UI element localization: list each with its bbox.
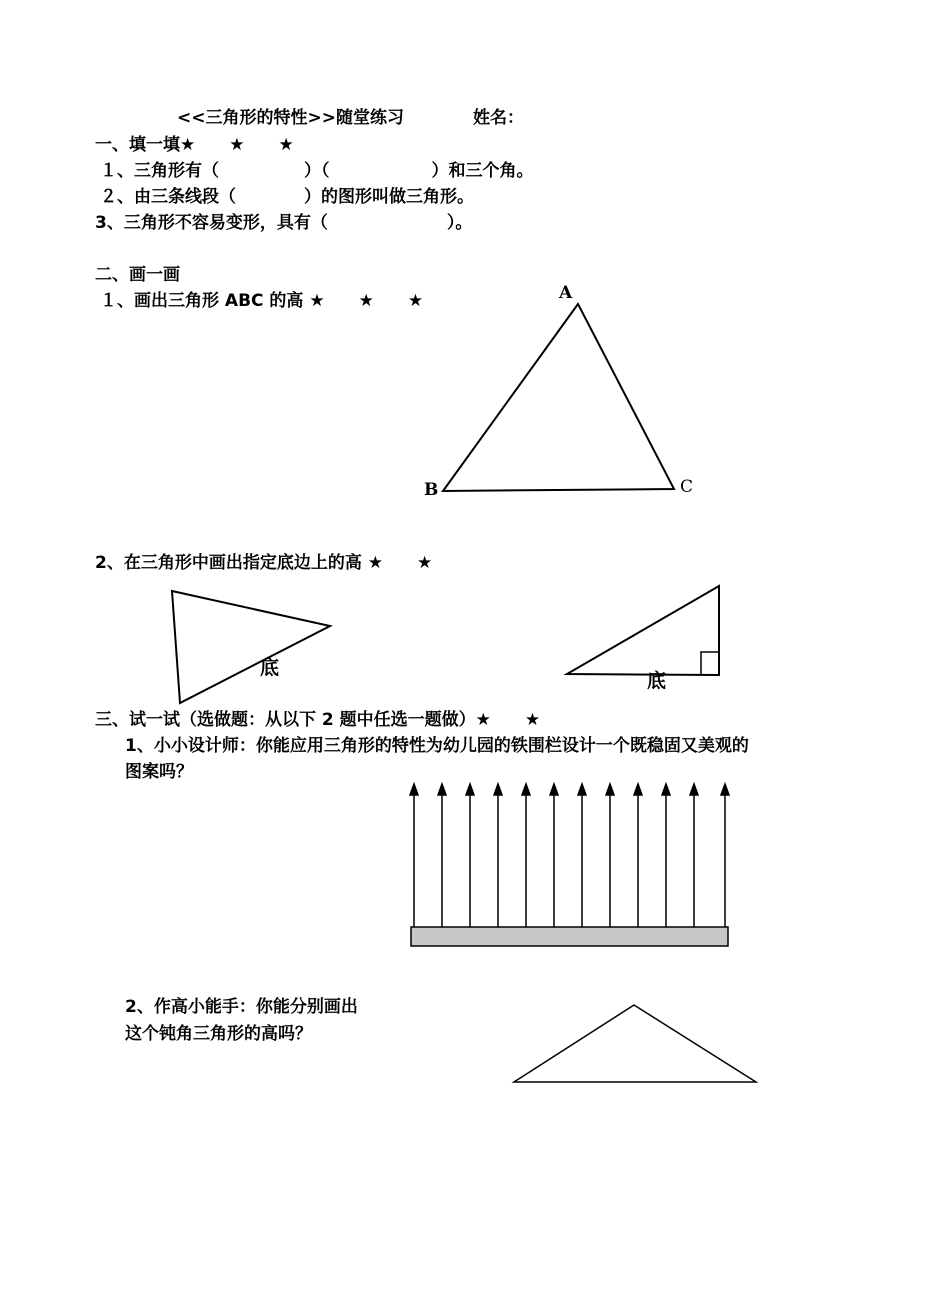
question-1-2: ２、由三条线段（ ）的图形叫做三角形。 [100, 187, 474, 207]
vertex-c-label: C [680, 477, 694, 497]
question-2-2: 2、在三角形中画出指定底边上的高 ★ ★ [95, 553, 433, 573]
base-label-right: 底 [647, 670, 667, 692]
fence-post [522, 784, 530, 927]
fence-post [606, 784, 614, 927]
right-triangle [567, 586, 719, 675]
question-1-1: １、三角形有（ ）（ ）和三个角。 [100, 161, 534, 181]
fence-post [438, 784, 446, 927]
fence-post [466, 784, 474, 927]
fence-post [721, 784, 729, 927]
section2-heading: 二、画一画 [95, 265, 180, 285]
page-title: <<三角形的特性>>随堂练习 [177, 108, 404, 128]
fence-post [690, 784, 698, 927]
question-3-1-line2: 图案吗？ [125, 762, 193, 782]
question-3-1-line1: 1、小小设计师：你能应用三角形的特性为幼儿园的铁围栏设计一个既稳固又美观的 [125, 736, 749, 756]
obtuse-triangle [514, 1005, 756, 1082]
name-label: 姓名： [473, 108, 524, 128]
vertex-b-label: B [424, 480, 439, 500]
right-angle-marker [701, 652, 719, 675]
base-label-left: 底 [260, 657, 280, 679]
question-1-3: 3、三角形不容易变形，具有（ ）。 [95, 213, 473, 233]
triangle-abc [443, 304, 674, 491]
fence-base [411, 927, 728, 946]
question-3-2-line1: 2、作高小能手：你能分别画出 [125, 997, 358, 1017]
section3-heading: 三、试一试（选做题：从以下 2 题中任选一题做）★ ★ [95, 710, 541, 730]
fence-post [410, 784, 418, 927]
question-3-2-line2: 这个钝角三角形的高吗？ [125, 1024, 312, 1044]
fence-post [634, 784, 642, 927]
fence-post [550, 784, 558, 927]
fence [410, 784, 729, 927]
section1-heading: 一、填一填★ ★ ★ [95, 135, 294, 155]
fence-post [578, 784, 586, 927]
triangle-left [172, 591, 330, 703]
question-2-1: １、画出三角形 ABC 的高 ★ ★ ★ [100, 291, 424, 311]
vertex-a-label: A [559, 283, 573, 303]
fence-post [662, 784, 670, 927]
fence-post [494, 784, 502, 927]
